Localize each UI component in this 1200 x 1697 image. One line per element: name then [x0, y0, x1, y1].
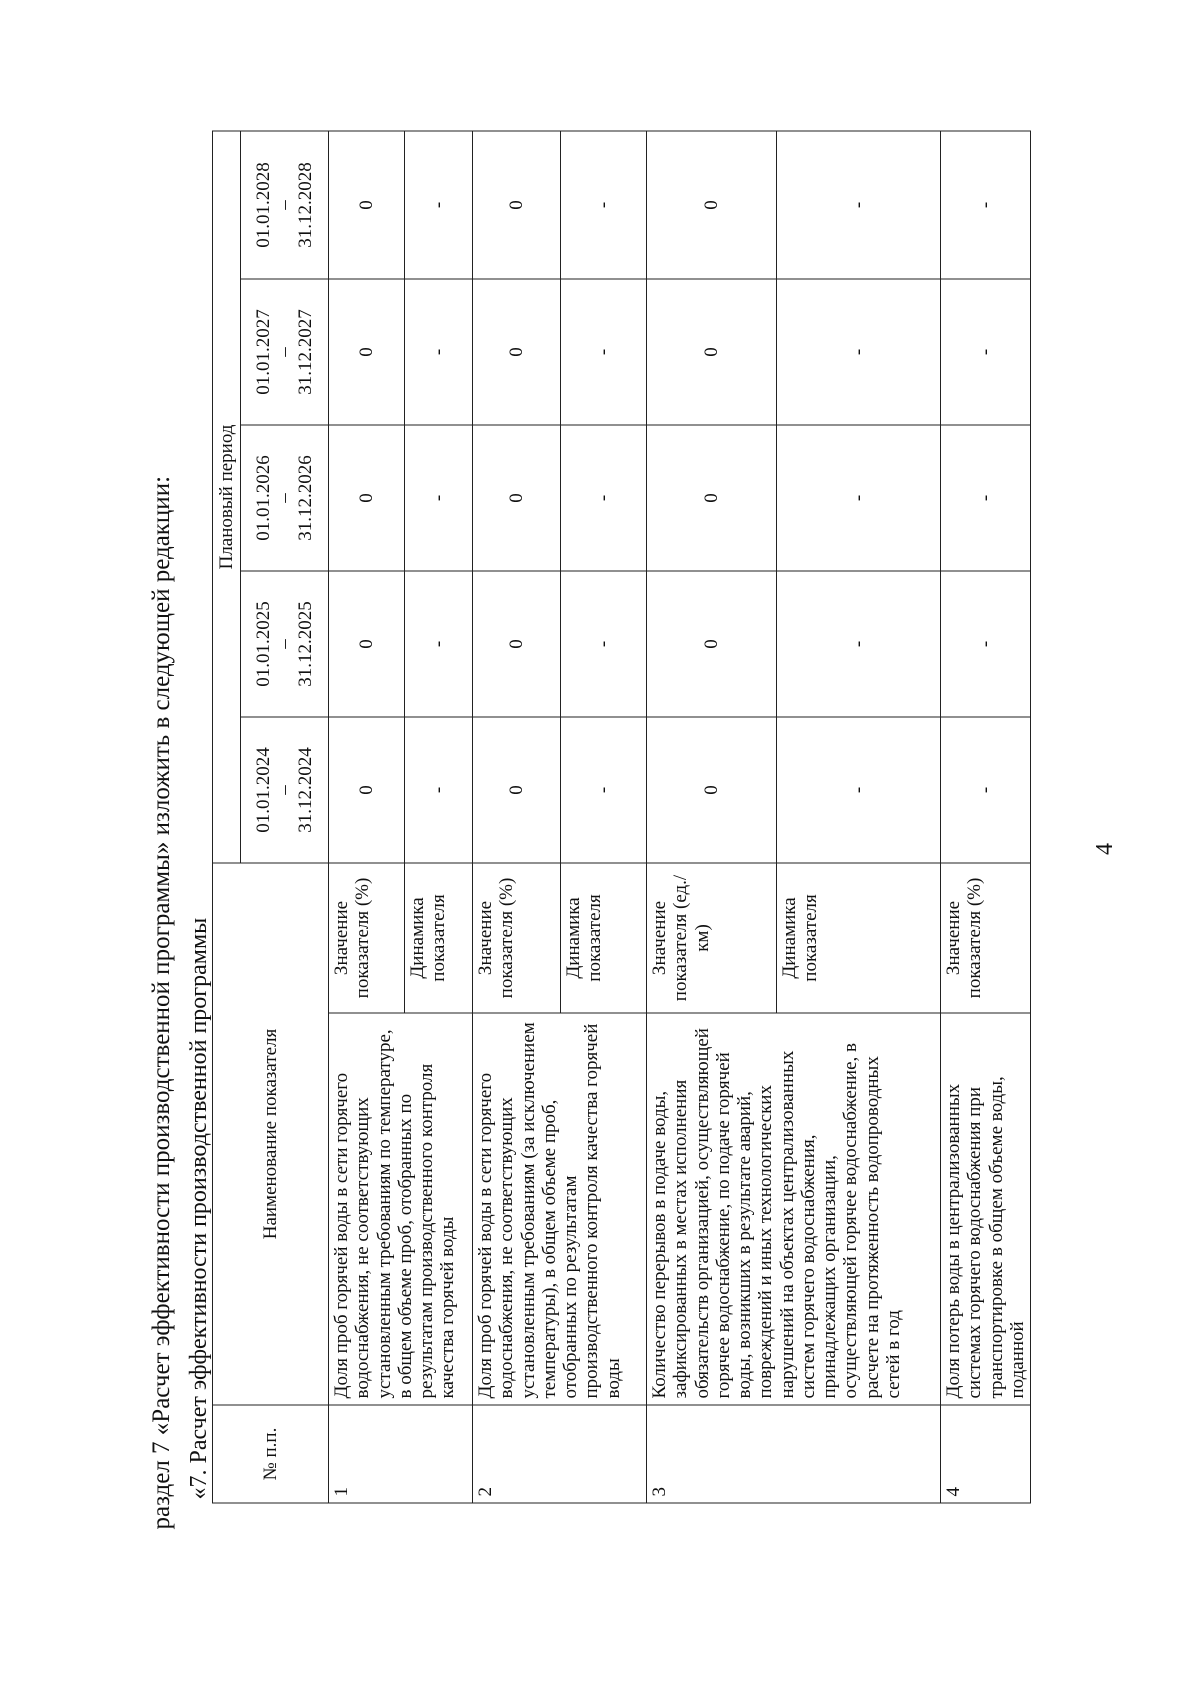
intro-text: раздел 7 «Расчет эффективности производственной программы» изложить в следующей редакции: [148, 475, 175, 1529]
value-cell: 0 [647, 278, 777, 424]
dynamics-cell: - [777, 278, 941, 424]
dynamics-cell: - [405, 130, 473, 278]
dynamics-cell: - [405, 278, 473, 424]
row-number: 3 [647, 1405, 941, 1503]
value-cell: 0 [647, 570, 777, 716]
page-number: 4 [1092, 842, 1118, 855]
header-period-2027: 01.01.2027 – 31.12.2027 [241, 278, 329, 424]
value-cell: 0 [473, 130, 561, 278]
dynamics-cell: - [561, 716, 647, 862]
dynamics-cell: - [777, 424, 941, 570]
dynamics-cell: - [405, 570, 473, 716]
dynamics-label: Динамика показателя [561, 862, 647, 1012]
value-cell: 0 [473, 278, 561, 424]
indicators-table [212, 130, 1031, 1503]
table-row [473, 130, 561, 1502]
dynamics-cell: - [777, 130, 941, 278]
value-cell: 0 [473, 716, 561, 862]
value-cell: 0 [329, 278, 405, 424]
header-indicator-name: Наименование показателя [213, 862, 329, 1404]
header-number: № п.п. [213, 1405, 329, 1503]
value-cell: 0 [329, 424, 405, 570]
value-label: Значение показателя (%) [329, 862, 405, 1012]
value-cell: - [941, 130, 1031, 278]
dynamics-cell: - [561, 278, 647, 424]
value-label: Значение показателя (%) [941, 862, 1031, 1012]
indicator-name: Доля проб горячей воды в сети горячего водоснабжения, не соответствующих установленным требованиям по температуре, в общем объеме проб, отобранных по результатам производственного контроля качества горячей воды [329, 1013, 473, 1405]
value-cell: 0 [329, 130, 405, 278]
indicator-name: Количество перерывов в подаче воды, зафиксированных в местах исполнения обязательств организацией, осуществляющей горячее водоснабжение, по подаче горячей воды, возникших в результате аварий, повреждений и иных технологических нарушений на объектах централизованных систем горячего водоснабжения, принадлежащих организации, осуществляющей горячее водоснабжение, в расчете на протяженность водопроводных сетей в год [647, 1013, 941, 1405]
dynamics-label: Динамика показателя [405, 862, 473, 1012]
row-number: 1 [329, 1405, 473, 1503]
dynamics-label: Динамика показателя [777, 862, 941, 1012]
dynamics-cell: - [405, 716, 473, 862]
table-row [329, 130, 405, 1502]
dynamics-cell: - [561, 424, 647, 570]
value-cell: 0 [647, 716, 777, 862]
value-cell: - [941, 716, 1031, 862]
row-number: 2 [473, 1405, 647, 1503]
value-cell: 0 [329, 716, 405, 862]
header-period-2024: 01.01.2024 – 31.12.2024 [241, 716, 329, 862]
value-label: Значение показателя (%) [473, 862, 561, 1012]
table-row [941, 130, 1031, 1502]
dynamics-cell: - [405, 424, 473, 570]
value-cell: 0 [647, 424, 777, 570]
dynamics-cell: - [561, 130, 647, 278]
header-planned-period: Плановый период [213, 130, 241, 862]
section-heading: «7. Расчет эффективности производственной программы [186, 917, 212, 1499]
value-cell: 0 [329, 570, 405, 716]
header-period-2028: 01.01.2028 – 31.12.2028 [241, 130, 329, 278]
value-label: Значение показателя (ед./км) [647, 862, 777, 1012]
value-cell: 0 [473, 424, 561, 570]
value-cell: - [941, 424, 1031, 570]
dynamics-cell: - [561, 570, 647, 716]
header-period-2026: 01.01.2026 – 31.12.2026 [241, 424, 329, 570]
value-cell: 0 [647, 130, 777, 278]
header-period-2025: 01.01.2025 – 31.12.2025 [241, 570, 329, 716]
table-row [647, 130, 777, 1502]
value-cell: - [941, 570, 1031, 716]
row-number: 4 [941, 1405, 1031, 1503]
dynamics-cell: - [777, 716, 941, 862]
indicator-name: Доля потерь воды в централизованных системах горячего водоснабжения при транспортировке в общем объеме воды, поданной [941, 1013, 1031, 1405]
dynamics-cell: - [777, 570, 941, 716]
value-cell: - [941, 278, 1031, 424]
value-cell: 0 [473, 570, 561, 716]
indicator-name: Доля проб горячей воды в сети горячего водоснабжения, не соответствующих установленным требованиям (за исключением температуры), в общем объеме проб, отобранных по результатам производственного контроля качества горячей воды [473, 1013, 647, 1405]
